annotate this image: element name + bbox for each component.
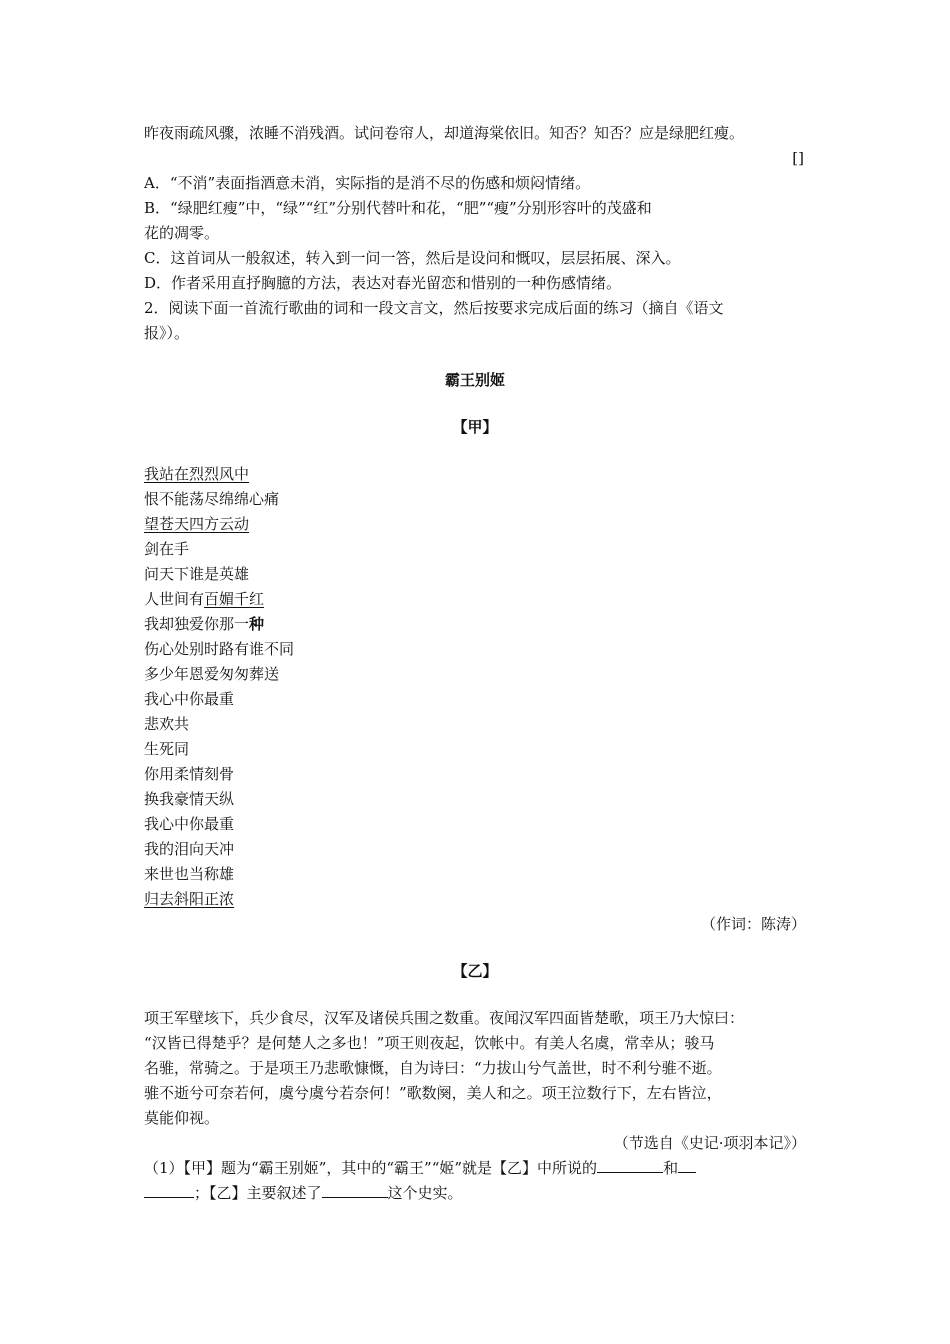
answer-blank[interactable] xyxy=(597,1156,663,1173)
bracket-close: ] xyxy=(798,149,804,167)
passage-line: 莫能仰视。 xyxy=(144,1109,220,1127)
option-d: D．作者采用直抒胸臆的方法，表达对春光留恋和惜别的一种伤感情绪。 xyxy=(144,274,622,292)
answer-bracket xyxy=(144,146,806,171)
option-a: A．“不消”表面指酒意未消，实际指的是消不尽的伤感和烦闷情绪。 xyxy=(144,174,591,192)
lyric-text: 人世间有 xyxy=(144,590,205,608)
question-2-line2: 报》）。 xyxy=(144,324,190,342)
lyrics-block xyxy=(144,462,806,912)
passage-source: （节选自《史记·项羽本记》） xyxy=(613,1134,806,1152)
song-title: 霸王别姬 xyxy=(444,371,505,389)
answer-blank[interactable] xyxy=(678,1156,696,1173)
lyric-line: 望苍天四方云动 xyxy=(144,515,250,533)
lyric-line: 悲欢共 xyxy=(144,715,190,733)
section-yi-heading: 【乙】 xyxy=(452,962,498,980)
lyric-line xyxy=(144,587,806,612)
lyric-line: 我心中你最重 xyxy=(144,690,235,708)
lyric-line: 我心中你最重 xyxy=(144,815,235,833)
sub-question-text: ；【乙】主要叙述了 xyxy=(194,1184,322,1202)
sub-question-1-line2 xyxy=(144,1181,806,1206)
lyric-line: 多少年恩爱匆匆葬送 xyxy=(144,665,280,683)
option-b-line2: 花的凋零。 xyxy=(144,224,220,242)
classical-passage xyxy=(144,1006,806,1131)
option-b-line1: B．“绿肥红瘦”中，“绿”“红”分别代替叶和花，“肥”“瘦”分别形容叶的茂盛和 xyxy=(144,199,652,217)
lyric-line: 恨不能荡尽绵绵心痛 xyxy=(144,490,280,508)
lyric-line xyxy=(144,612,806,637)
passage-line: 名骓，常骑之。于是项王乃悲歌慷慨，自为诗曰：“力拔山兮气盖世，时不利兮骓不逝。 xyxy=(144,1059,722,1077)
lyric-line: 生死同 xyxy=(144,740,190,758)
passage-line: “汉皆已得楚乎？是何楚人之多也！”项王则夜起，饮帐中。有美人名虞，常幸从；骏马 xyxy=(144,1034,715,1052)
lyric-line: 归去斜阳正浓 xyxy=(144,890,235,908)
lyric-line: 剑在手 xyxy=(144,540,190,558)
answer-blank[interactable] xyxy=(144,1181,194,1198)
lyric-bold-char: 种 xyxy=(249,615,265,633)
poem-line: 昨夜雨疏风骤，浓睡不消残酒。试问卷帘人，却道海棠依旧。知否？知否？应是绿肥红瘦。 xyxy=(144,124,745,142)
passage-line: 项王军壁垓下，兵少食尽，汉军及诸侯兵围之数重。夜闻汉军四面皆楚歌，项王乃大惊曰： xyxy=(144,1009,745,1027)
sub-question-text: 这个史实。 xyxy=(387,1184,463,1202)
lyric-line: 问天下谁是英雄 xyxy=(144,565,250,583)
section-jia-heading: 【甲】 xyxy=(452,418,498,436)
lyricist-credit: （作词：陈涛） xyxy=(700,915,806,933)
lyric-line: 我的泪向天冲 xyxy=(144,840,235,858)
lyric-line: 换我豪情天纵 xyxy=(144,790,235,808)
lyric-line: 来世也当称雄 xyxy=(144,865,235,883)
question-2-line1: 2．阅读下面一首流行歌曲的词和一段文言文，然后按要求完成后面的练习（摘自《语文 xyxy=(144,299,724,317)
document-page xyxy=(144,121,806,1206)
sub-question-1-line1 xyxy=(144,1156,806,1181)
lyric-underlined-phrase: 百媚千红 xyxy=(204,590,265,608)
answer-blank[interactable] xyxy=(322,1181,388,1198)
sub-question-text: （1）【甲】题为“霸王别姬”，其中的“霸王”“姬”就是【乙】中所说的 xyxy=(144,1159,598,1177)
lyric-line: 我站在烈烈风中 xyxy=(144,465,250,483)
passage-line: 骓不逝兮可奈若何，虞兮虞兮若奈何！”歌数阕，美人和之。项王泣数行下，左右皆泣， xyxy=(144,1084,722,1102)
sub-question-text: 和 xyxy=(663,1159,679,1177)
lyric-line: 你用柔情刻骨 xyxy=(144,765,235,783)
lyric-line: 伤心处别时路有谁不同 xyxy=(144,640,295,658)
bracket-open: [ xyxy=(792,149,799,167)
lyric-text: 我却独爱你那一 xyxy=(144,615,250,633)
option-c: C．这首词从一般叙述，转入到一问一答，然后是设问和慨叹，层层拓展、深入。 xyxy=(144,249,681,267)
